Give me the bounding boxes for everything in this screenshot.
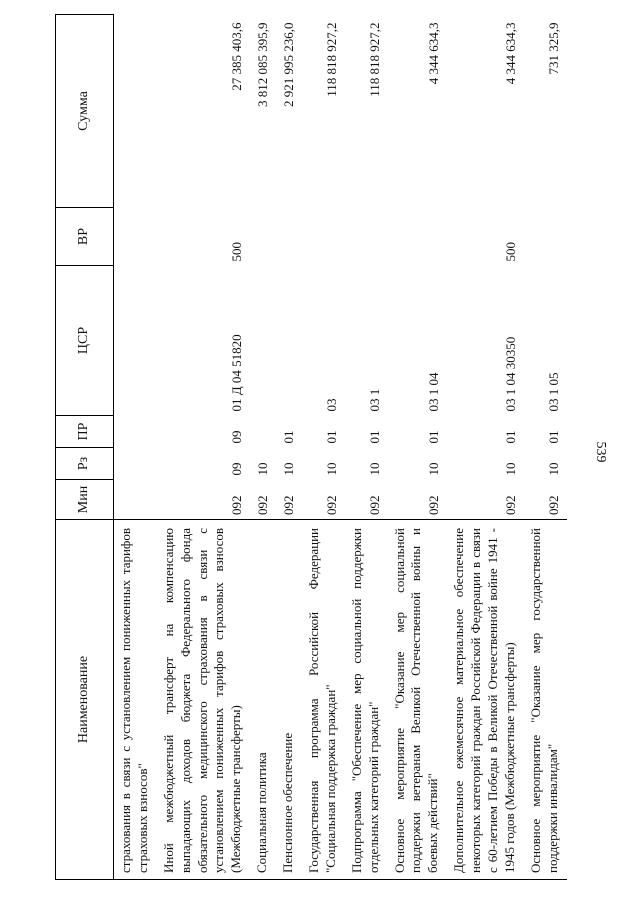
row-pr: 01: [545, 430, 561, 444]
table-row: [447, 15, 524, 880]
row-min: [114, 480, 157, 520]
row-sum: 2 921 995 236,0: [281, 22, 297, 107]
row-min: 092: [255, 495, 271, 515]
row-rz: [114, 448, 157, 480]
row-sum: 27 385 403,6: [229, 22, 245, 91]
table-header: [56, 15, 114, 880]
header-rz: Рз: [56, 448, 114, 480]
row-sum: [114, 15, 157, 208]
header-name: Наименование: [56, 520, 114, 880]
budget-table: [55, 14, 567, 880]
row-vr: [114, 208, 157, 266]
row-rz: 10: [281, 462, 297, 476]
row-pr: 01: [281, 430, 297, 444]
row-vr: [276, 208, 302, 266]
page-number: 539: [593, 441, 608, 463]
row-min: 092: [229, 495, 245, 515]
row-rz: 10: [502, 462, 518, 476]
row-min: 092: [502, 495, 518, 515]
row-rz: 10: [323, 462, 339, 476]
row-name: Основное мероприятие "Оказание мер социальной поддержки ветеранам Великой Отечественной войны и боевых действий": [388, 520, 448, 880]
row-rz: 10: [366, 462, 382, 476]
row-pr: 01: [426, 430, 442, 444]
row-name: Государственная программа Российской Федерации "Социальная поддержка граждан": [302, 520, 345, 880]
row-vr: [250, 208, 276, 266]
row-name: страхования в связи с установлением пониженных тарифов страховых взносов": [114, 520, 157, 880]
row-name: Основное мероприятие "Оказание мер государственной поддержки инвалидам": [524, 520, 567, 880]
row-csr: 01 Д 04 51820: [229, 334, 245, 412]
row-pr: [114, 416, 157, 448]
row-min: 092: [281, 495, 297, 515]
budget-table-rotated: [55, 15, 600, 880]
table-row: [345, 15, 388, 880]
header-csr: ЦСР: [56, 266, 114, 416]
table-row: [157, 15, 250, 880]
row-pr: 01: [502, 430, 518, 444]
table-row: [524, 15, 567, 880]
row-rz: 10: [426, 462, 442, 476]
row-pr: [250, 416, 276, 448]
header-min: Мин: [56, 480, 114, 520]
row-vr: [302, 208, 345, 266]
row-sum: 3 812 085 395,9: [255, 22, 271, 107]
row-name: Дополнительное ежемесячное материальное обеспечение некоторых категорий граждан Российской Федерации в связи с 60-летием Победы в Великой Отечественной войне 1941 - 1945 годов (Межбюджетные трансферты): [447, 520, 524, 880]
row-csr: [276, 266, 302, 416]
row-vr: 500: [229, 242, 245, 262]
row-pr: 01: [366, 430, 382, 444]
row-csr: [250, 266, 276, 416]
row-rz: 10: [255, 462, 271, 476]
row-min: 092: [366, 495, 382, 515]
row-csr: 03 1: [366, 388, 382, 412]
row-rz: 10: [545, 462, 561, 476]
row-vr: [388, 208, 448, 266]
row-name: Подпрограмма "Обеспечение мер социальной поддержки отдельных категорий граждан": [345, 520, 388, 880]
row-name: Пенсионное обеспечение: [276, 520, 302, 880]
row-csr: 03 1 04 30350: [502, 336, 518, 412]
row-min: 092: [545, 495, 561, 515]
table-row: [114, 15, 157, 880]
table-row: [302, 15, 345, 880]
row-name: Иной межбюджетный трансферт на компенсацию выпадающих доходов бюджета Федерального фонда обязательного медицинского страхования в связи с установлением пониженных тарифов страховых взносов (Межбюджетные трансферты): [157, 520, 250, 880]
table-row: [276, 15, 302, 880]
row-csr: [114, 266, 157, 416]
row-pr: 09: [229, 430, 245, 444]
row-sum: 731 325,9: [545, 22, 561, 75]
table-body: [114, 15, 567, 880]
row-sum: 118 818 927,2: [366, 22, 382, 97]
header-vr: ВР: [56, 208, 114, 266]
row-min: 092: [426, 495, 442, 515]
row-min: 092: [323, 495, 339, 515]
row-pr: 01: [323, 430, 339, 444]
row-rz: 09: [229, 462, 245, 476]
row-vr: 500: [502, 242, 518, 262]
table-row: [388, 15, 448, 880]
row-vr: [345, 208, 388, 266]
table-row: [250, 15, 276, 880]
row-csr: 03: [323, 398, 339, 412]
header-pr: ПР: [56, 416, 114, 448]
row-vr: [524, 208, 567, 266]
row-csr: 03 1 04: [426, 372, 442, 412]
header-sum: Сумма: [56, 15, 114, 208]
row-csr: 03 1 05: [545, 372, 561, 412]
row-sum: 4 344 634,3: [502, 22, 518, 85]
row-sum: 4 344 634,3: [426, 22, 442, 85]
row-name: Социальная политика: [250, 520, 276, 880]
row-sum: 118 818 927,2: [323, 22, 339, 97]
